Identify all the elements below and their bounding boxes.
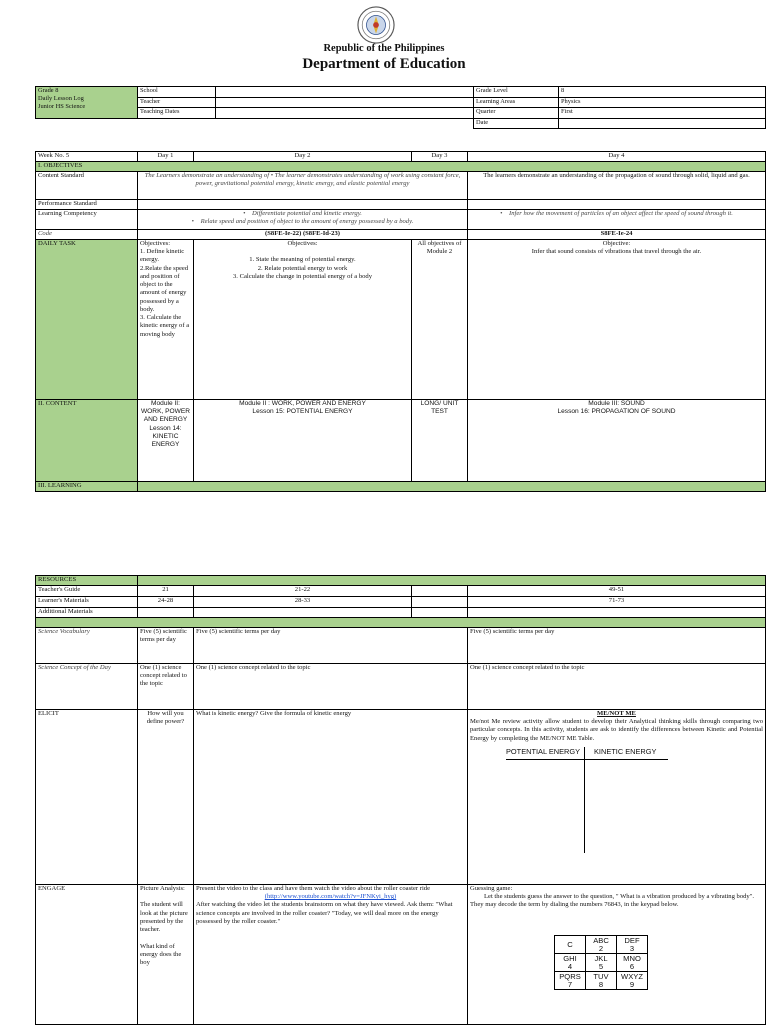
lesson-log-table-continued: RESOURCES Teacher's Guide 21 21-22 49-51 Learner's Materials 24-28 28-33 71-73 Additional Materials Science Vocabulary Five (5) scientific terms per day Five (5) scientific terms per day Five (5) scientific terms per day Science Concept of the Day One (1) science concept related to the topic One (1) science concept related to the topic One (1) science concept related to the topic ELICIT How will you define power? What is kinetic energy? Give the formula of kinetic energy ME/NOT ME Me/not Me review activity allow student to develop their Analytical thinking skills through comparing two particular concepts. In this activity, students are ask to identify the differences between Kinetic and Potential Energy by completing the ME/NOT ME Table. POTENTIAL ENERGY KINETIC ENERGY ENGAGE Picture Analysis: The student will look at the picture presented by the teacher. What kind of energy does the boy Present the video to the class and have them watch the video about the roller coaster ride (http://www.youtube.com/watch?v=JFNKyi_hyg) After watching the video let the students brainstorm on what they have viewed. Ask them: "What science concepts are involved in the roller coaster? "Today, we will deal more on the energy possessed by the roller coaster." Guessing game: Let the students guess the answer to the question, " What is a vibration produced by a vibrating body". They may decode the term by dialing the numbers 76843, in the keypad below. C ABC 2 DEF 3 GHI 4 JKL 5 MNO 6 PQRS 7 TUV 8 WXYZ 9 [35,575,766,1025]
me-not-me-chart: POTENTIAL ENERGY KINETIC ENERGY [470,747,763,859]
keypad-key[interactable]: ABC 2 [586,936,617,954]
grade-cell: Grade 8 Daily Lesson Log Junior HS Science [36,87,138,119]
grade-level-value: 8 [559,87,766,98]
performance-standard-label: Performance Standard [36,200,138,210]
quarter-value: First [559,108,766,119]
keypad-key[interactable]: DEF 3 [617,936,648,954]
content-label: II. CONTENT [36,400,138,482]
day3-task: All objectives of Module 2 [412,240,468,400]
date-label: Date [474,118,559,129]
competency-day1-3: • Differentiate potential and kinetic energy. • Relate speed and position of object to the amount of energy possessed by a body. [138,210,468,230]
day1-task: Objectives: 1. Define kinetic energy. 2.Relate the speed and position of object to the amount of energy possessed by a body. 3. Calculate the kinetic energy of a moving body [138,240,194,400]
code-label: Code [36,230,138,240]
resources-label: RESOURCES [36,576,138,586]
keypad-key[interactable]: C [555,936,586,954]
day2-task: Objectives: 1. State the meaning of potential energy. 2. Relate potential energy to work 3. Calculate the change in potential energy of a body [194,240,412,400]
engage-label: ENGAGE [36,885,138,1025]
department-title: Department of Education [302,56,466,72]
additional-materials-label: Additional Materials [36,608,138,618]
vocabulary-label: Science Vocabulary [36,628,138,664]
quarter-label: Quarter [474,108,559,119]
week-label: Week No. 5 [36,152,138,162]
dates-label: Teaching Dates [138,108,216,119]
school-label: School [138,87,216,98]
learning-label: III. LEARNING [36,482,138,492]
day2-header: Day 2 [194,152,412,162]
day4-task: Objective: Infer that sound consists of vibrations that travel through the air. [468,240,766,400]
day3-content: LONG/ UNIT TEST [412,400,468,482]
day1-header: Day 1 [138,152,194,162]
day2-content: Module II : WORK, POWER AND ENERGY Lesson 15: POTENTIAL ENERGY [194,400,412,482]
keypad-key[interactable]: TUV 8 [586,972,617,990]
keypad-key[interactable]: GHI 4 [555,954,586,972]
republic-title: Republic of the Philippines [323,43,445,54]
elicit-day4: ME/NOT ME Me/not Me review activity allow student to develop their Analytical thinking skills through comparing two particular concepts. In this activity, students are ask to identify the differences between Kinetic and Potential Energy by completing the ME/NOT ME Table. POTENTIAL ENERGY KINETIC ENERGY [468,710,766,885]
competency-day4: • Infer how the movement of particles of an object affect the speed of sound through it. [468,210,766,230]
teachers-guide-label: Teacher's Guide [36,586,138,597]
deped-seal-icon [357,6,395,44]
day4-content: Module III: SOUND Lesson 16: PROPAGATION OF SOUND [468,400,766,482]
engage-day1: Picture Analysis: The student will look at the picture presented by the teacher. What kind of energy does the boy [138,885,194,1025]
competency-label: Learning Competency [36,210,138,230]
school-value[interactable] [216,87,474,98]
keypad-key[interactable]: PQRS 7 [555,972,586,990]
learning-area-label: Learning Areas [474,97,559,108]
teacher-value[interactable] [216,97,474,108]
date-value[interactable] [559,118,766,129]
keypad-key[interactable]: JKL 5 [586,954,617,972]
dates-value[interactable] [216,108,474,119]
teacher-label: Teacher [138,97,216,108]
day3-header: Day 3 [412,152,468,162]
code-day1-3: (S8FE-Ie-22) (S8FE-Id-23) [138,230,468,240]
elicit-label: ELICIT [36,710,138,885]
content-standard-day4: The learners demonstrate an understanding of the propagation of sound through solid, liquid and gas. [468,172,766,200]
learning-area-value: Physics [559,97,766,108]
code-day4: S8FE-Ie-24 [468,230,766,240]
content-standard-day1-3: The Learners demonstrate an understanding of • The learner demonstrates understanding of work using constant force, power, gravitational potential energy, kinetic energy, and elastic potential energy [138,172,468,200]
daily-task-label: DAILY TASK [36,240,138,400]
engage-day4: Guessing game: Let the students guess the answer to the question, " What is a vibration produced by a vibrating body". They may decode the term by dialing the numbers 76843, in the keypad below. C ABC 2 DEF 3 GHI 4 JKL 5 MNO 6 PQRS 7 TUV 8 WXYZ 9 [468,885,766,1025]
objectives-section: I. OBJECTIVES [36,162,766,172]
phone-keypad [554,935,648,990]
keypad-key[interactable]: MNO 6 [617,954,648,972]
content-standard-label: Content Standard [36,172,138,200]
day1-content: Module II: WORK, POWER AND ENERGY Lesson 14: KINETIC ENERGY [138,400,194,482]
video-link[interactable]: (http://www.youtube.com/watch?v=JFNKyi_hyg) [264,893,397,901]
keypad-key[interactable]: WXYZ 9 [617,972,648,990]
engage-day2: Present the video to the class and have them watch the video about the roller coaster ride (http://www.youtube.com/watch?v=JFNKyi_hyg) After watching the video let the students brainstorm on what they have viewed. Ask them: "What science concepts are involved in the roller coaster? "Today, we will deal more on the energy possessed by the roller coaster." [194,885,468,1025]
learners-materials-label: Learner's Materials [36,597,138,608]
lesson-log-table [35,151,766,492]
info-table [35,86,766,129]
concept-label: Science Concept of the Day [36,664,138,710]
day4-header: Day 4 [468,152,766,162]
grade-level-label: Grade Level [474,87,559,98]
